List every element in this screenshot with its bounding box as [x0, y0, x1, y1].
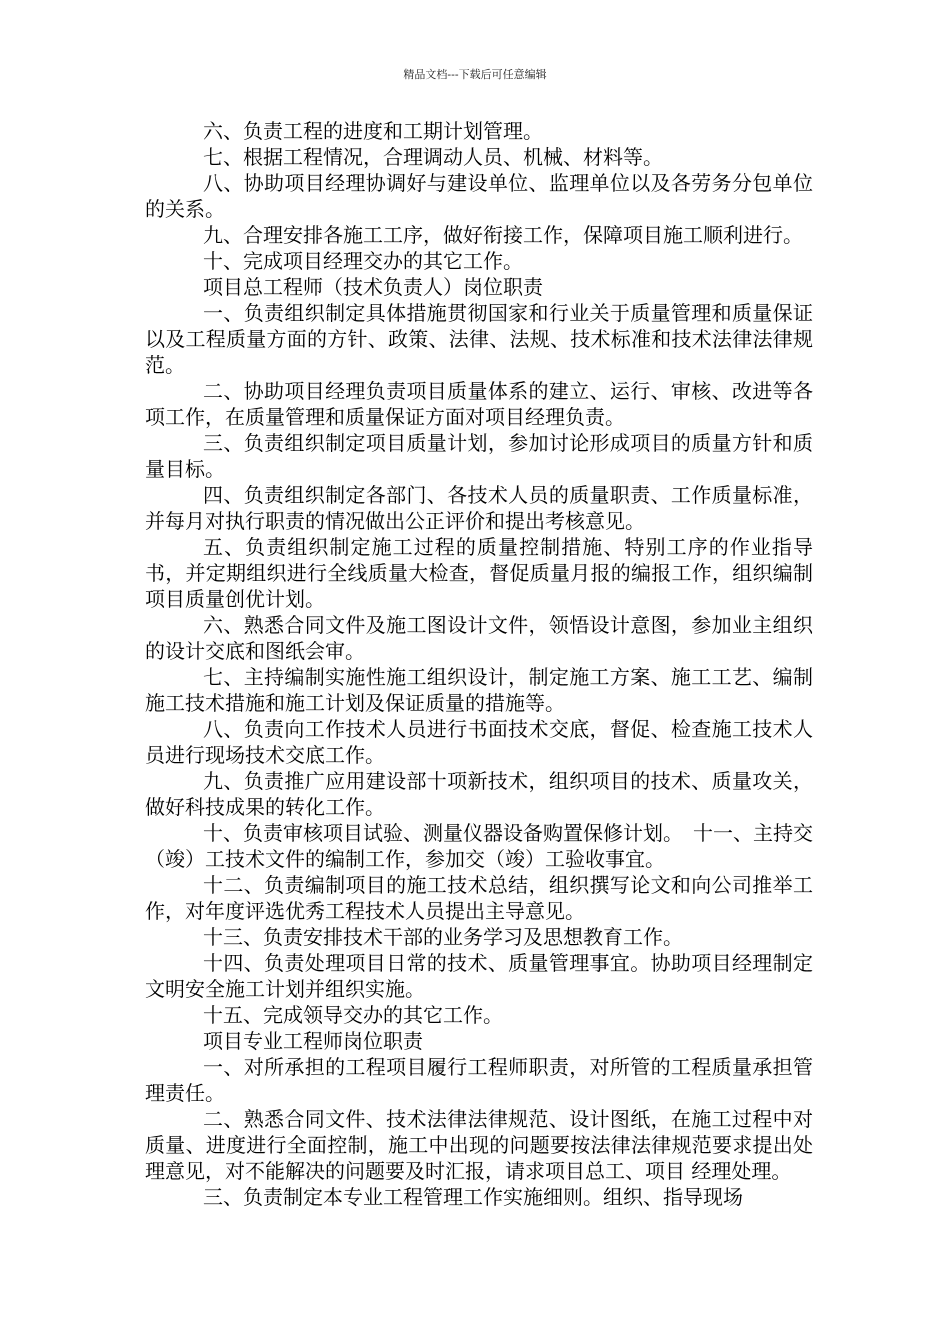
paragraph: 六、负责工程的进度和工期计划管理。 — [203, 119, 543, 143]
paragraph: 一、对所承担的工程项目履行工程师职责，对所管的工程质量承担管理责任。 — [145, 1055, 813, 1105]
paragraph: 三、负责组织制定项目质量计划，参加讨论形成项目的质量方针和质量目标。 — [145, 431, 813, 481]
paragraph: 三、负责制定本专业工程管理工作实施细则。组织、指导现场 — [203, 1185, 743, 1209]
page-header: 精品文档---下载后可任意编辑 — [403, 68, 547, 81]
paragraph: 九、合理安排各施工工序，做好衔接工作，保障项目施工顺利进行。 — [203, 223, 803, 247]
paragraph: 十、负责审核项目试验、测量仪器设备购置保修计划。 十一、主持交（竣）工技术文件的编制工作，参加交（竣）工验收事宜。 — [145, 821, 813, 871]
paragraph: 二、熟悉合同文件、技术法律法律规范、设计图纸，在施工过程中对质量、进度进行全面控制，施工中出现的问题要按法律法律规范要求提出处理意见，对不能解决的问题要及时汇报，请求项目总工、项目 经理处理。 — [145, 1107, 813, 1183]
paragraph: 十、完成项目经理交办的其它工作。 — [203, 249, 523, 273]
paragraph: 十三、负责安排技术干部的业务学习及思想教育工作。 — [203, 925, 683, 949]
paragraph: 五、负责组织制定施工过程的质量控制措施、特别工序的作业指导书，并定期组织进行全线质量大检查，督促质量月报的编报工作，组织编制项目质量创优计划。 — [145, 535, 813, 611]
paragraph: 八、负责向工作技术人员进行书面技术交底，督促、检查施工技术人员进行现场技术交底工作。 — [145, 717, 813, 767]
paragraph: 十五、完成领导交办的其它工作。 — [203, 1003, 503, 1027]
paragraph: 四、负责组织制定各部门、各技术人员的质量职责、工作质量标准，并每月对执行职责的情况做出公正评价和提出考核意见。 — [145, 483, 813, 533]
section-title: 项目专业工程师岗位职责 — [203, 1029, 423, 1053]
paragraph: 一、负责组织制定具体措施贯彻国家和行业关于质量管理和质量保证以及工程质量方面的方针、政策、法律、法规、技术标准和技术法律法律规范。 — [145, 301, 813, 377]
paragraph: 九、负责推广应用建设部十项新技术，组织项目的技术、质量攻关，做好科技成果的转化工作。 — [145, 769, 813, 819]
paragraph: 二、协助项目经理负责项目质量体系的建立、运行、审核、改进等各项工作，在质量管理和质量保证方面对项目经理负责。 — [145, 379, 813, 429]
paragraph: 六、熟悉合同文件及施工图设计文件，领悟设计意图，参加业主组织的设计交底和图纸会审。 — [145, 613, 813, 663]
section-title: 项目总工程师（技术负责人）岗位职责 — [203, 275, 543, 299]
paragraph: 八、协助项目经理协调好与建设单位、监理单位以及各劳务分包单位的关系。 — [145, 171, 813, 221]
paragraph: 十二、负责编制项目的施工技术总结，组织撰写论文和向公司推举工作，对年度评选优秀工程技术人员提出主导意见。 — [145, 873, 813, 923]
paragraph: 七、根据工程情况，合理调动人员、机械、材料等。 — [203, 145, 663, 169]
document-body — [145, 118, 813, 1210]
paragraph: 十四、负责处理项目日常的技术、质量管理事宜。协助项目经理制定文明安全施工计划并组织实施。 — [145, 951, 813, 1001]
paragraph: 七、主持编制实施性施工组织设计，制定施工方案、施工工艺、编制施工技术措施和施工计划及保证质量的措施等。 — [145, 665, 813, 715]
